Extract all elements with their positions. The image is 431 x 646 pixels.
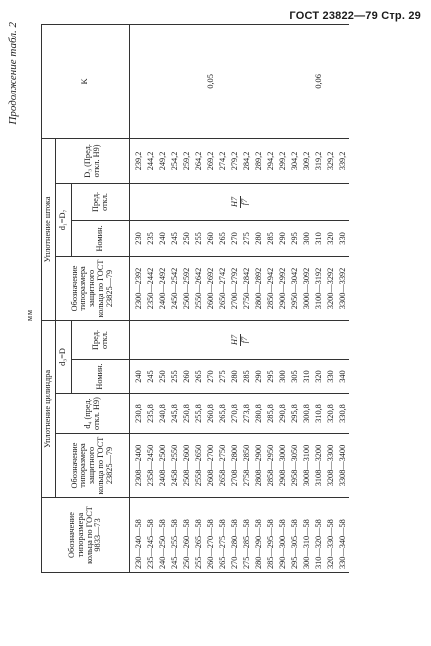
cell-rod-nominal: 255: [193, 220, 205, 256]
cell-cyl-ring-designation: 3008—3100: [301, 434, 313, 498]
fit-numerator: H7: [230, 334, 240, 346]
cell-cyl-ring-designation: 3108—3200: [313, 434, 325, 498]
cell-d4: 250,8: [181, 394, 193, 434]
cell-d4: 270,8: [229, 394, 241, 434]
cell-designation: 320—330—58: [325, 498, 337, 573]
cell-cyl-nominal: 255: [169, 360, 181, 394]
col-k: K: [42, 24, 130, 138]
col-rod-ring-designation: Обозначение типоразмера защитного кольца по ГОСТ 23825—79: [56, 256, 130, 320]
cell-cyl-tolerance: [130, 320, 350, 359]
cell-designation: 265—275—58: [217, 498, 229, 573]
cell-designation: 255—265—58: [193, 498, 205, 573]
cell-rod-nominal: 270: [229, 220, 241, 256]
cell-rod-nominal: 235: [145, 220, 157, 256]
cell-cyl-ring-designation: 2558—2650: [193, 434, 205, 498]
cell-k: 0,06: [289, 24, 349, 138]
cell-rod-tolerance: [130, 183, 350, 220]
col-d1-d7: d₁=D₇: [56, 183, 72, 256]
cell-k: 0,05: [130, 24, 290, 138]
cell-rod-ring-designation: 2750—2842: [241, 256, 253, 320]
cell-d4: 255,8: [193, 394, 205, 434]
cell-cyl-nominal: 320: [313, 360, 325, 394]
cell-designation: 310—320—58: [313, 498, 325, 573]
cell-rod-ring-designation: 2550—2642: [193, 256, 205, 320]
cell-rod-nominal: 280: [253, 220, 265, 256]
cell-d4: 260,8: [205, 394, 217, 434]
cell-cyl-nominal: 295: [265, 360, 277, 394]
cell-rod-ring-designation: 2650—2742: [217, 256, 229, 320]
dimension-table: [41, 24, 349, 573]
cell-d3-rod: 249,2: [157, 138, 169, 183]
cell-designation: 240—250—58: [157, 498, 169, 573]
cell-rod-nominal: 320: [325, 220, 337, 256]
cell-cyl-ring-designation: 2758—2850: [241, 434, 253, 498]
cell-d4: 280,8: [253, 394, 265, 434]
cell-rod-nominal: 230: [130, 220, 146, 256]
cell-d3-rod: 239,2: [130, 138, 146, 183]
group-cylinder-seal: Уплотнение цилиндра: [42, 320, 56, 497]
cell-designation: 275—285—58: [241, 498, 253, 573]
cell-d4: 310,8: [313, 394, 325, 434]
cell-rod-ring-designation: 2900—2992: [277, 256, 289, 320]
cell-d3-rod: 244,2: [145, 138, 157, 183]
fit-fraction: [231, 334, 249, 346]
cell-designation: 270—280—58: [229, 498, 241, 573]
cell-rod-ring-designation: 2500—2592: [181, 256, 193, 320]
cell-d4: 240,8: [157, 394, 169, 434]
cell-rod-ring-designation: 3000—3092: [301, 256, 313, 320]
cell-rod-ring-designation: 2400—2492: [157, 256, 169, 320]
cell-d3-rod: 294,2: [265, 138, 277, 183]
col-cyl-nominal: Номин.: [72, 360, 130, 394]
cell-rod-ring-designation: 2800—2892: [253, 256, 265, 320]
cell-designation: 245—255—58: [169, 498, 181, 573]
cell-d3-rod: 264,2: [193, 138, 205, 183]
fit-denominator: f7: [239, 336, 249, 344]
cell-rod-nominal: 275: [241, 220, 253, 256]
cell-cyl-nominal: 285: [241, 360, 253, 394]
cell-d4: 285,8: [265, 394, 277, 434]
cell-rod-ring-designation: 2850—2942: [265, 256, 277, 320]
cell-cyl-nominal: 305: [289, 360, 301, 394]
cell-cyl-ring-designation: 2358—2450: [145, 434, 157, 498]
cell-cyl-nominal: 340: [337, 360, 349, 394]
cell-d3-rod: 289,2: [253, 138, 265, 183]
col-designation: Обозначение типоразмера кольца по ГОСТ 9833—73: [42, 498, 130, 573]
cell-rod-nominal: 295: [289, 220, 301, 256]
cell-cyl-ring-designation: 2858—2950: [265, 434, 277, 498]
cell-cyl-nominal: 245: [145, 360, 157, 394]
cell-d4: 320,8: [325, 394, 337, 434]
cell-cyl-nominal: 280: [229, 360, 241, 394]
cell-cyl-nominal: 300: [277, 360, 289, 394]
cell-rod-nominal: 330: [337, 220, 349, 256]
cell-d4: 273,8: [241, 394, 253, 434]
col-cyl-tolerance: Пред. откл.: [72, 320, 130, 359]
col-rod-nominal: Номин.: [72, 220, 130, 256]
cell-rod-ring-designation: 3300—3392: [337, 256, 349, 320]
cell-designation: 330—340—58: [337, 498, 349, 573]
cell-cyl-ring-designation: 3208—3300: [325, 434, 337, 498]
cell-rod-nominal: 285: [265, 220, 277, 256]
cell-d3-rod: 284,2: [241, 138, 253, 183]
table-continuation-caption: Продолжение табл. 2: [7, 22, 19, 125]
fit-numerator: H7: [230, 196, 240, 208]
cell-cyl-ring-designation: 2308—2400: [130, 434, 146, 498]
cell-cyl-ring-designation: 2508—2600: [181, 434, 193, 498]
cell-d3-rod: 309,2: [301, 138, 313, 183]
cell-rod-nominal: 245: [169, 220, 181, 256]
cell-cyl-ring-designation: 2958—3050: [289, 434, 301, 498]
col-d3-rod: D₃ (Пред. откл. H9): [56, 138, 130, 183]
cell-d3-rod: 279,2: [229, 138, 241, 183]
cell-d4: 230,8: [130, 394, 146, 434]
col-cyl-ring-designation: Обозначение типоразмера защитного кольца по ГОСТ 23825—79: [56, 434, 130, 498]
cell-designation: 280—290—58: [253, 498, 265, 573]
group-rod-seal: Уплотнение штока: [42, 138, 56, 320]
cell-cyl-nominal: 250: [157, 360, 169, 394]
col-rod-tolerance: Пред. откл.: [72, 183, 130, 220]
cell-cyl-ring-designation: 2708—2800: [229, 434, 241, 498]
cell-d4: 265,8: [217, 394, 229, 434]
cell-designation: 250—260—58: [181, 498, 193, 573]
cell-cyl-nominal: 310: [301, 360, 313, 394]
cell-rod-ring-designation: 2700—2792: [229, 256, 241, 320]
cell-cyl-nominal: 260: [181, 360, 193, 394]
cell-cyl-nominal: 240: [130, 360, 146, 394]
fit-denominator: f7: [239, 198, 249, 206]
col-d3-eq-d: d₃=D: [56, 320, 72, 393]
cell-rod-ring-designation: 3200—3292: [325, 256, 337, 320]
page-header: ГОСТ 23822—79 Стр. 29: [289, 10, 421, 22]
cell-d4: 290,8: [277, 394, 289, 434]
cell-rod-nominal: 290: [277, 220, 289, 256]
cell-designation: 285—295—58: [265, 498, 277, 573]
cell-designation: 230—240—58: [130, 498, 146, 573]
cell-d3-rod: 269,2: [205, 138, 217, 183]
cell-cyl-ring-designation: 2808—2900: [253, 434, 265, 498]
cell-rod-ring-designation: 2350—2442: [145, 256, 157, 320]
cell-rod-ring-designation: 2450—2542: [169, 256, 181, 320]
cell-d3-rod: 259,2: [181, 138, 193, 183]
cell-d4: 300,8: [301, 394, 313, 434]
cell-designation: 295—305—58: [289, 498, 301, 573]
cell-cyl-ring-designation: 2658—2750: [217, 434, 229, 498]
cell-rod-ring-designation: 3100—3192: [313, 256, 325, 320]
cell-designation: 235—245—58: [145, 498, 157, 573]
cell-cyl-nominal: 275: [217, 360, 229, 394]
unit-label: мм: [25, 308, 34, 321]
table-body: [130, 24, 350, 572]
cell-designation: 300—310—58: [301, 498, 313, 573]
cell-rod-nominal: 250: [181, 220, 193, 256]
cell-d4: 295,8: [289, 394, 301, 434]
cell-cyl-ring-designation: 2608—2700: [205, 434, 217, 498]
cell-designation: 260—270—58: [205, 498, 217, 573]
cell-rod-ring-designation: 2300—2392: [130, 256, 146, 320]
cell-rod-ring-designation: 2600—2692: [205, 256, 217, 320]
cell-d3-rod: 274,2: [217, 138, 229, 183]
cell-d3-rod: 254,2: [169, 138, 181, 183]
cell-rod-nominal: 240: [157, 220, 169, 256]
cell-cyl-nominal: 265: [193, 360, 205, 394]
cell-cyl-nominal: 270: [205, 360, 217, 394]
cell-d3-rod: 339,2: [337, 138, 349, 183]
cell-cyl-ring-designation: 2908—3000: [277, 434, 289, 498]
cell-d3-rod: 319,2: [313, 138, 325, 183]
cell-d4: 330,8: [337, 394, 349, 434]
cell-d4: 235,8: [145, 394, 157, 434]
cell-rod-nominal: 300: [301, 220, 313, 256]
cell-cyl-nominal: 330: [325, 360, 337, 394]
fit-fraction: [231, 196, 249, 208]
cell-rod-nominal: 310: [313, 220, 325, 256]
cell-rod-nominal: 265: [217, 220, 229, 256]
cell-designation: 290—300—58: [277, 498, 289, 573]
cell-cyl-nominal: 290: [253, 360, 265, 394]
cell-d4: 245,8: [169, 394, 181, 434]
table-row: [289, 24, 301, 572]
cell-cyl-ring-designation: 3308—3400: [337, 434, 349, 498]
cell-d3-rod: 329,2: [325, 138, 337, 183]
cell-rod-nominal: 260: [205, 220, 217, 256]
cell-rod-ring-designation: 2950—3042: [289, 256, 301, 320]
cell-d3-rod: 304,2: [289, 138, 301, 183]
table-row: [130, 24, 146, 572]
col-d4: d₄ (пред. откл. H9): [56, 394, 130, 434]
cell-d3-rod: 299,2: [277, 138, 289, 183]
cell-cyl-ring-designation: 2408—2500: [157, 434, 169, 498]
cell-cyl-ring-designation: 2458—2550: [169, 434, 181, 498]
